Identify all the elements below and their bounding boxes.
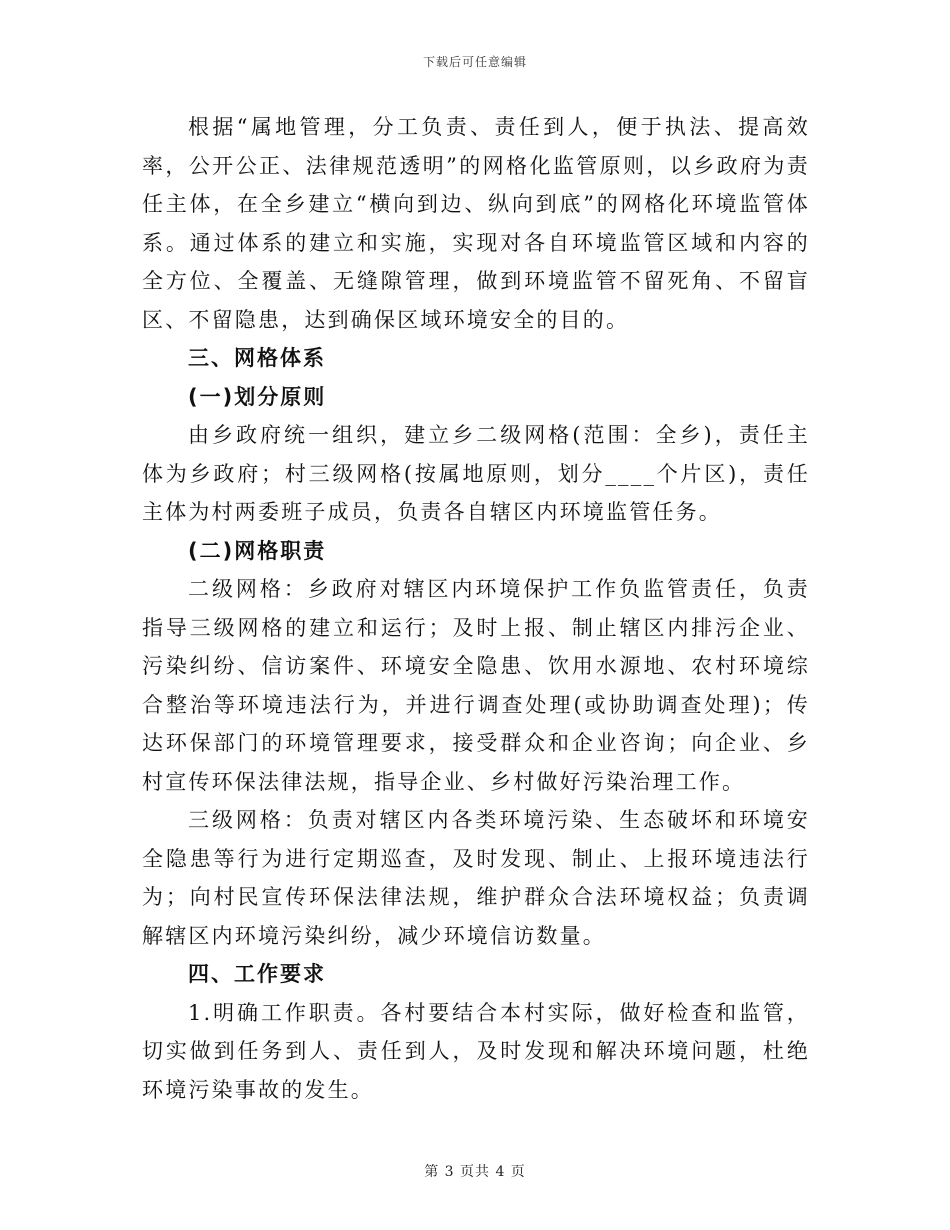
paragraph-third-level-grid: 三级网格：负责对辖区内各类环境污染、生态破坏和环境安全隐患等行为进行定期巡查，及时发现、制止、上报环境违法行为；向村民宣传环保法律法规，维护群众合法环境权益；负责调解辖区内环境污染纠纷，减少环境信访数量。 [142,808,810,948]
section-heading-grid-system: 三、网格体系 [188,346,326,370]
page-number-indicator: 第 3 页共 4 页 [424,1164,526,1180]
paragraph-division-principle: 由乡政府统一组织，建立乡二级网格(范围：全乡)，责任主体为乡政府；村三级网格(按属地原则，划分____个片区)，责任主体为村两委班子成员，负责各自辖区内环境监管任务。 [142,423,810,524]
paragraph-requirement-1: 1.明确工作职责。各村要结合本村实际，做好检查和监管，切实做到任务到人、责任到人，及时发现和解决环境问题，杜绝环境污染事故的发生。 [142,1000,810,1102]
subheading-division-principle: (一)划分原则 [188,384,327,409]
page-header-note: 下载后可任意编辑 [422,55,527,69]
subheading-grid-duties: (二)网格职责 [188,538,327,563]
paragraph-second-level-grid: 二级网格：乡政府对辖区内环境保护工作负监管责任，负责指导三级网格的建立和运行；及时上报、制止辖区内排污企业、污染纠纷、信访案件、环境安全隐患、饮用水源地、农村环境综合整治等环境违法行为，并进行调查处理(或协助调查处理)；传达环保部门的环境管理要求，接受群众和企业咨询；向企业、乡村宣传环保法律法规，指导企业、乡村做好污染治理工作。 [142,577,810,794]
document-body [142,108,810,1109]
paragraph-principle: 根据“属地管理，分工负责、责任到人，便于执法、提高效率，公开公正、法律规范透明”的网格化监管原则，以乡政府为责任主体，在全乡建立“横向到边、纵向到底”的网格化环境监管体系。通过体系的建立和实施，实现对各自环境监管区域和内容的全方位、全覆盖、无缝隙管理，做到环境监管不留死角、不留盲区、不留隐患，达到确保区域环境安全的目的。 [142,115,810,332]
section-heading-work-requirements: 四、工作要求 [188,962,326,986]
